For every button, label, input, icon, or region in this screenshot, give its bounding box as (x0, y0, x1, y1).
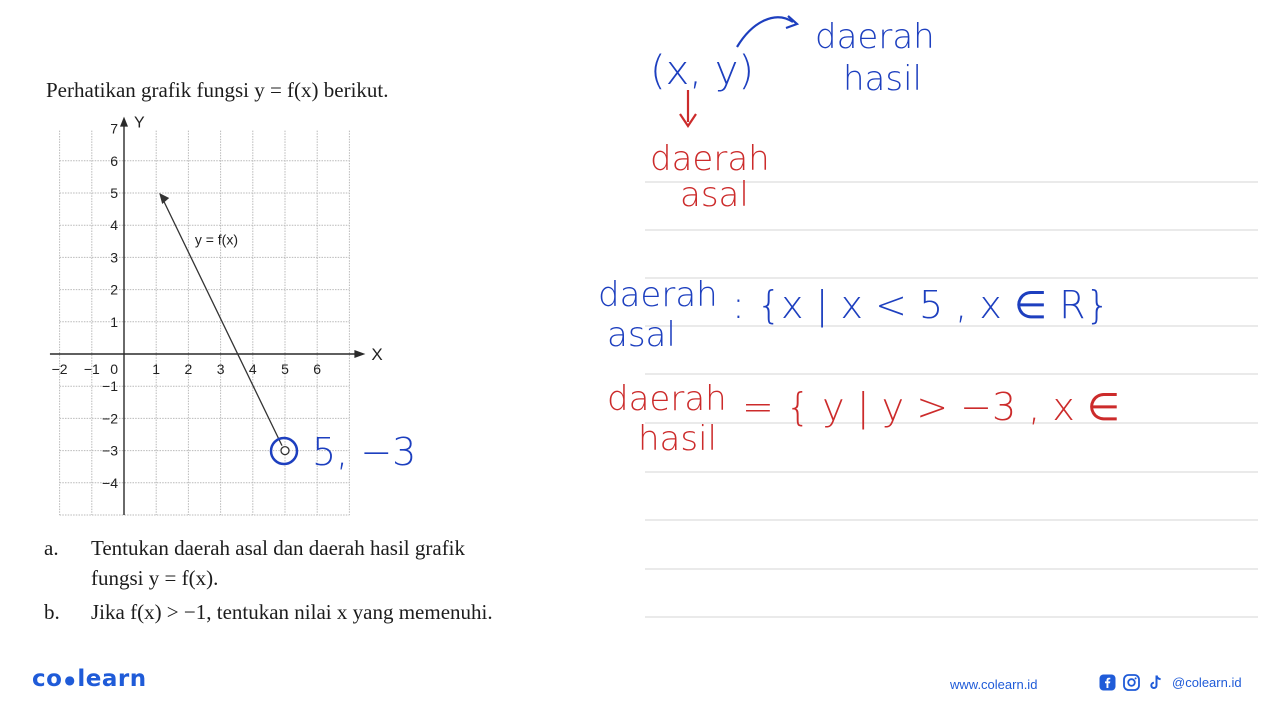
problem-title: Perhatikan grafik fungsi y = f(x) berikut. (46, 78, 389, 102)
logo-right: learn (77, 666, 147, 692)
x-tick-label: 5 (281, 361, 289, 377)
y-axis-arrow (120, 117, 128, 127)
x-tick-label: 6 (313, 361, 322, 377)
x-tick-label: 3 (216, 361, 225, 377)
arrow-to-range-head (786, 16, 797, 28)
domain-label-1: daerah (598, 275, 718, 315)
x-tick-label: −1 (83, 361, 100, 377)
y-tick-label: −1 (102, 378, 118, 395)
x-tick-label: 1 (152, 361, 161, 377)
origin-label: 0 (110, 361, 118, 377)
y-tick-label: 6 (110, 152, 118, 169)
arrow-to-domain-head (680, 114, 696, 126)
range-title-1: daerah (815, 17, 935, 57)
part-a-line-2: fungsi y = f(x). (91, 566, 219, 590)
y-axis-label: Y (134, 114, 145, 132)
tick-labels (52, 121, 322, 491)
x-axis-arrow (354, 350, 365, 358)
colearn-logo (32, 666, 147, 692)
ruled-lines (645, 182, 1258, 617)
social-links (1098, 673, 1242, 691)
y-tick-label: 1 (110, 313, 118, 330)
part-b-line-1: Jika f(x) > −1, tentukan nilai x yang memenuhi. (91, 600, 493, 624)
part-a-line-1: Tentukan daerah asal dan daerah hasil grafik (91, 536, 466, 560)
axes (50, 115, 383, 515)
website-link[interactable]: www.colearn.id (950, 677, 1038, 692)
logo-left: co (32, 666, 63, 692)
y-tick-label: 2 (110, 281, 118, 298)
x-tick-label: −2 (51, 361, 68, 377)
y-tick-label: −4 (102, 474, 118, 491)
part-a-label: a. (44, 536, 59, 560)
instagram-icon[interactable] (1122, 673, 1140, 691)
series-label: y = f(x) (194, 231, 239, 248)
y-tick-label: 3 (110, 249, 118, 266)
facebook-icon[interactable] (1098, 673, 1116, 691)
series-end-open-point (281, 447, 289, 455)
range-label-2: hasil (638, 419, 717, 459)
y-tick-label: 5 (110, 185, 118, 201)
range-title-2: hasil (843, 59, 922, 99)
x-tick-label: 4 (248, 361, 257, 377)
social-handle[interactable]: @colearn.id (1172, 674, 1242, 690)
tiktok-icon[interactable] (1146, 673, 1164, 691)
y-tick-label: 4 (110, 217, 118, 234)
function-graph (0, 0, 640, 540)
range-set-note: = { y | y > −3 , x ∈ (742, 385, 1121, 429)
y-tick-label: −2 (102, 410, 118, 427)
range-label-1: daerah (607, 379, 727, 419)
arrow-to-range (737, 17, 793, 47)
y-tick-label: 7 (110, 120, 118, 137)
x-tick-label: 2 (184, 361, 193, 377)
series (159, 193, 289, 455)
domain-label-2: asal (607, 315, 676, 355)
logo-dot: ● (64, 672, 76, 687)
domain-title-1: daerah (650, 139, 770, 179)
y-tick-label: −3 (102, 442, 118, 459)
point-note: 5, −3 (312, 430, 417, 474)
part-b-label: b. (44, 600, 60, 624)
domain-title-2: asal (680, 175, 749, 215)
x-axis-label: X (371, 345, 383, 364)
xy-pair-note: (x, y) (650, 48, 754, 94)
domain-set-note: : {x | x < 5 , x ∈ R} (732, 283, 1110, 327)
